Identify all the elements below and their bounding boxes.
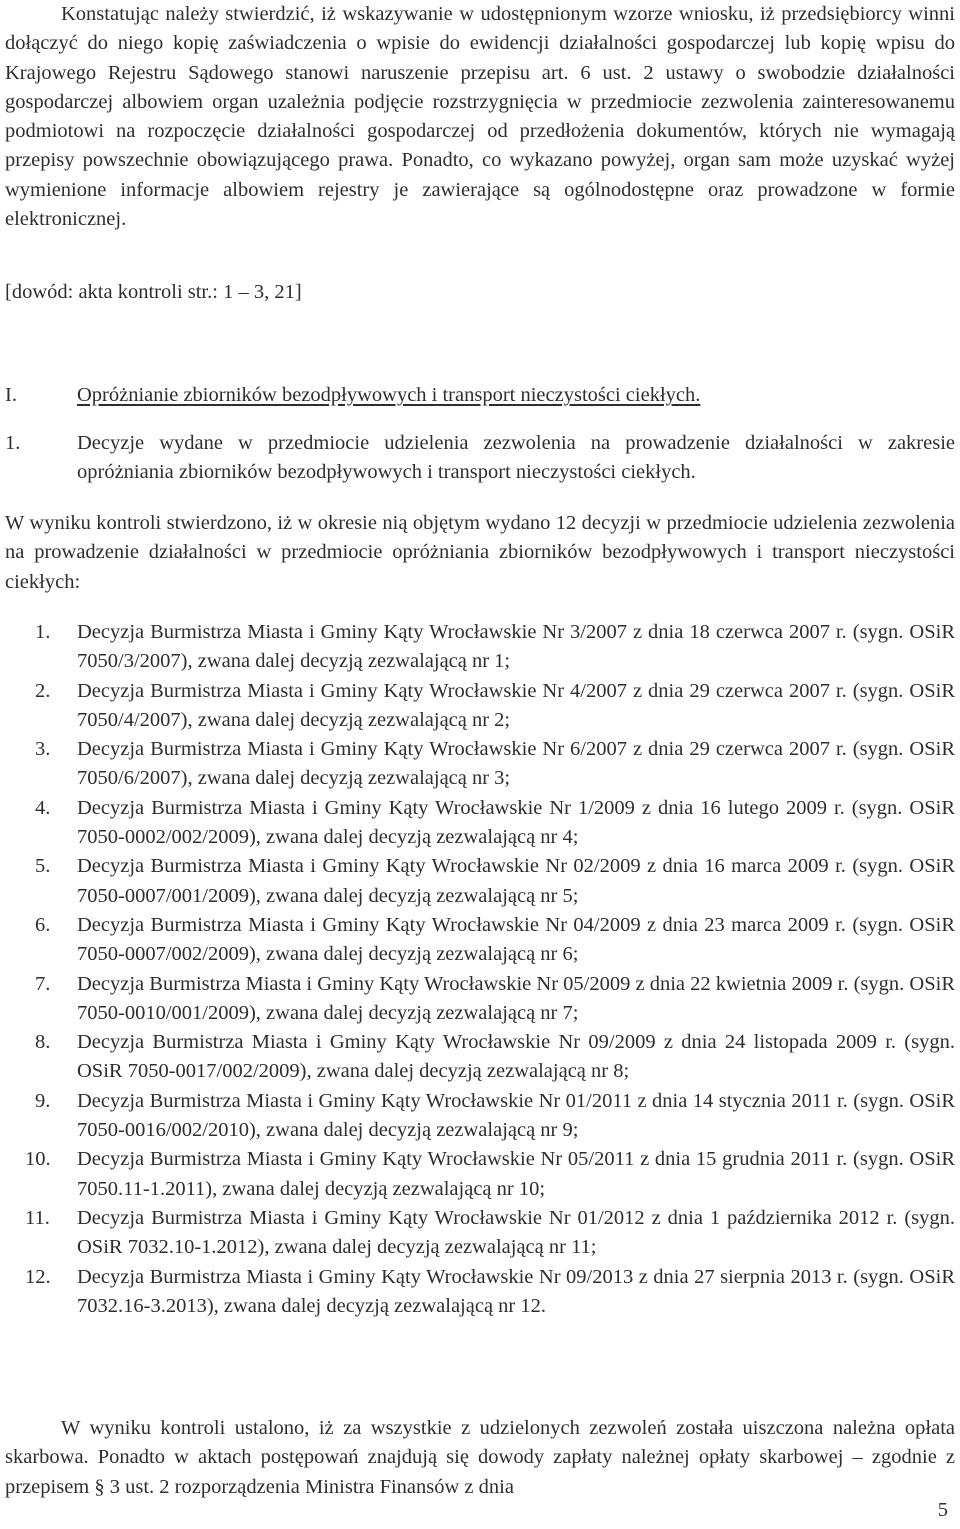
list-item [5,1145,955,1204]
page-number: 5 [937,1499,948,1521]
paragraph-fee: W wyniku kontroli ustalono, iż za wszystkie z udzielonych zezwoleń została uiszczona należna opłata skarbowa. Ponadto w aktach postępowań znajdują się dowody zapłaty należnej opłaty skarbowej – zgodnie z przepisem § 3 ust. 2 rozporządzenia Ministra Finansów z dnia [5,1417,955,1498]
evidence-reference: [dowód: akta kontroli str.: 1 – 3, 21] [5,281,302,303]
list-item-number: 3. [35,738,51,761]
subsection-heading [5,429,955,488]
section-title: Opróżnianie zbiorników bezodpływowych i transport nieczystości ciekłych. [77,384,701,406]
list-item-text: Decyzja Burmistrza Miasta i Gminy Kąty Wrocławskie Nr 3/2007 z dnia 18 czerwca 2007 r. (sygn. OSiR 7050/3/2007), zwana dalej decyzją zezwalającą nr 1; [77,621,955,673]
list-item-number: 10. [25,1148,51,1171]
list-item-text: Decyzja Burmistrza Miasta i Gminy Kąty Wrocławskie Nr 09/2013 z dnia 27 sierpnia 2013 r. (sygn. OSiR 7032.16-3.2013), zwana dalej decyzją zezwalającą nr 12. [77,1265,955,1317]
list-item [5,618,955,677]
list-item-number: 8. [35,1031,51,1054]
list-item-number: 2. [35,679,51,702]
section-number: I. [5,384,17,406]
list-item [5,1263,955,1322]
list-item-text: Decyzja Burmistrza Miasta i Gminy Kąty Wrocławskie Nr 01/2011 z dnia 14 stycznia 2011 r. (sygn. OSiR 7050-0016/002/2010), zwana dalej decyzją zezwalającą nr 9; [77,1089,955,1142]
list-item-number: 4. [35,796,51,819]
list-item-text: Decyzja Burmistrza Miasta i Gminy Kąty Wrocławskie Nr 4/2007 z dnia 29 czerwca 2007 r. (sygn. OSiR 7050/4/2007), zwana dalej decyzją zezwalającą nr 2; [77,679,955,731]
list-item-number: 6. [35,913,51,936]
list-item-text: Decyzja Burmistrza Miasta i Gminy Kąty Wrocławskie Nr 09/2009 z dnia 24 listopada 2009 r. (sygn. OSiR 7050-0017/002/2009), zwana dalej decyzją zezwalającą nr 8; [77,1031,955,1083]
subsection-number: 1. [5,432,21,454]
list-item [5,852,955,911]
list-item-text: Decyzja Burmistrza Miasta i Gminy Kąty Wrocławskie Nr 1/2009 z dnia 16 lutego 2009 r. (sygn. OSiR 7050-0002/002/2009), zwana dalej decyzją zezwalającą nr 4; [77,796,955,849]
list-item [5,794,955,853]
list-item-text: Decyzja Burmistrza Miasta i Gminy Kąty Wrocławskie Nr 05/2009 z dnia 22 kwietnia 2009 r. (sygn. OSiR 7050-0010/001/2009), zwana dalej decyzją zezwalającą nr 7; [77,972,955,1024]
list-item-text: Decyzja Burmistrza Miasta i Gminy Kąty Wrocławskie Nr 6/2007 z dnia 29 czerwca 2007 r. (sygn. OSiR 7050/6/2007), zwana dalej decyzją zezwalającą nr 3; [77,738,955,790]
list-item-number: 12. [25,1265,51,1288]
list-item [5,1028,955,1087]
section-heading [5,381,955,410]
list-item-number: 5. [35,855,51,878]
subsection-title: Decyzje wydane w przedmiocie udzielenia zezwolenia na prowadzenie działalności w zakresie opróżniania zbiorników bezodpływowych i transport nieczystości ciekłych. [77,432,955,484]
list-item [5,677,955,736]
list-item [5,1204,955,1263]
list-item [5,735,955,794]
list-item-number: 11. [25,1206,50,1229]
list-item-text: Decyzja Burmistrza Miasta i Gminy Kąty Wrocławskie Nr 01/2012 z dnia 1 października 2012 r. (sygn. OSiR 7032.10-1.2012), zwana dalej decyzją zezwalającą nr 11; [77,1206,955,1259]
paragraph-findings: W wyniku kontroli stwierdzono, iż w okresie nią objętym wydano 12 decyzji w przedmiocie udzielenia zezwolenia na prowadzenie działalności w przedmiocie opróżniania zbiorników bezodpływowych i transport nieczystości ciekłych: [5,512,955,593]
list-item [5,911,955,970]
list-item [5,970,955,1029]
list-item-number: 9. [35,1089,51,1112]
list-item-text: Decyzja Burmistrza Miasta i Gminy Kąty Wrocławskie Nr 05/2011 z dnia 15 grudnia 2011 r. (sygn. OSiR 7050.11-1.2011), zwana dalej decyzją zezwalającą nr 10; [77,1148,955,1200]
paragraph-conclusion: Konstatując należy stwierdzić, iż wskazywanie w udostępnionym wzorze wniosku, iż przedsiębiorcy winni dołączyć do niego kopię zaświadczenia o wpisie do ewidencji działalności gospodarczej lub kopię wpisu do Krajowego Rejestru Sądowego stanowi naruszenie przepisu art. 6 ust. 2 ustawy o swobodzie działalności gospodarczej albowiem organ uzależnia podjęcie rozstrzygnięcia w przedmiocie zezwolenia zainteresowanemu podmiotowi na rozpoczęcie działalności gospodarczej od przedłożenia dokumentów, których nie wymagają przepisy powszechnie obowiązującego prawa. Ponadto, co wykazano powyżej, organ sam może uzyskać wyżej wymienione informacje albowiem rejestry je zawierające są ogólnodostępne oraz prowadzone w formie elektronicznej. [5,3,955,231]
list-item-text: Decyzja Burmistrza Miasta i Gminy Kąty Wrocławskie Nr 02/2009 z dnia 16 marca 2009 r. (sygn. OSiR 7050-0007/001/2009), zwana dalej decyzją zezwalającą nr 5; [77,855,955,907]
list-item [5,1087,955,1146]
decision-list [5,618,955,1321]
list-item-text: Decyzja Burmistrza Miasta i Gminy Kąty Wrocławskie Nr 04/2009 z dnia 23 marca 2009 r. (sygn. OSiR 7050-0007/002/2009), zwana dalej decyzją zezwalającą nr 6; [77,913,955,966]
list-item-number: 1. [35,621,51,643]
list-item-number: 7. [35,972,51,995]
